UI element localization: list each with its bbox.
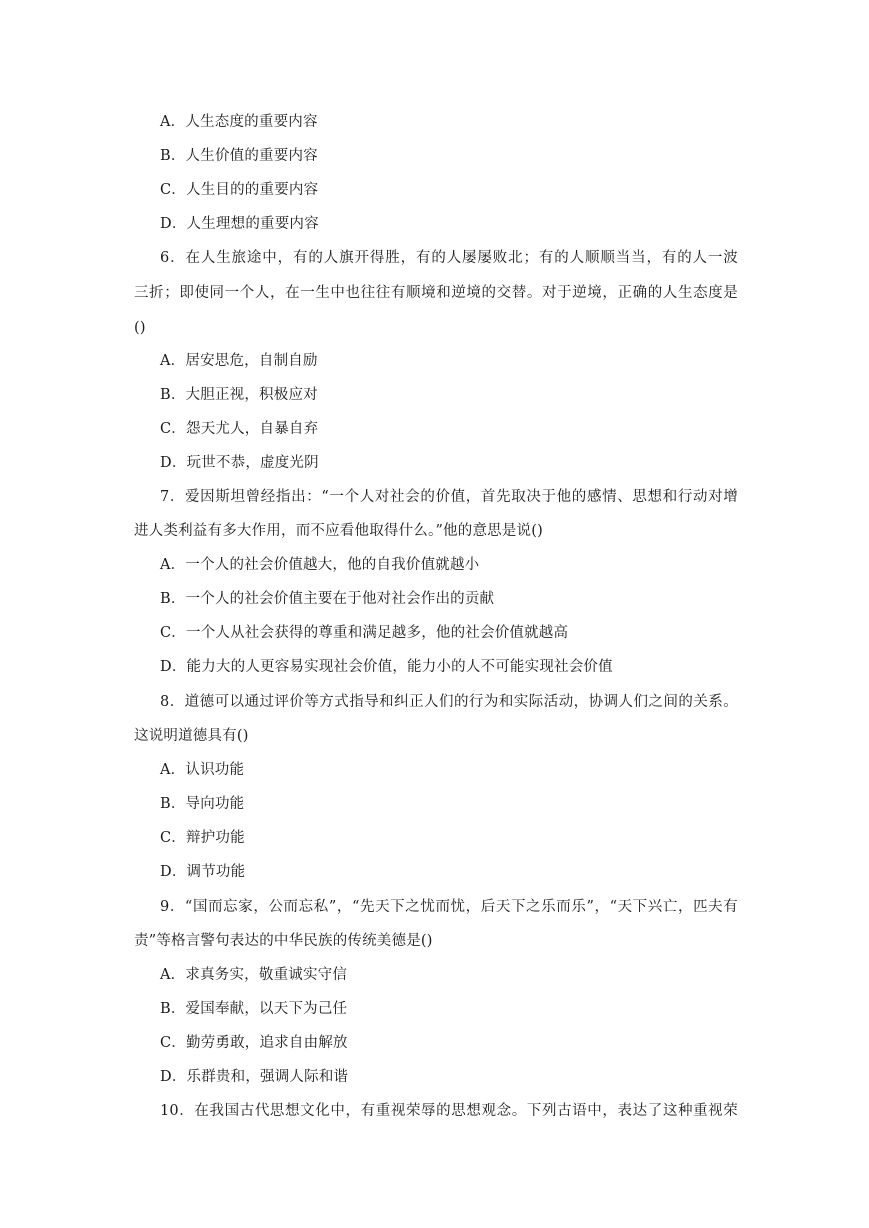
option-b-q5: B．人生价值的重要内容	[160, 148, 318, 164]
question-9-line-1: 9．“国而忘家，公而忘私”，“先天下之忧而忧，后天下之乐而乐”，“天下兴亡，匹夫有	[160, 899, 738, 915]
option-b-q6: B．大胆正视，积极应对	[160, 387, 318, 403]
question-7-line-1: 7．爱因斯坦曾经指出：“一个人对社会的价值，首先取决于他的感情、思想和行动对增	[160, 489, 738, 505]
option-c-q5: C．人生目的的重要内容	[160, 182, 319, 198]
option-a-q9: A．求真务实，敬重诚实守信	[160, 967, 348, 983]
option-d-q7: D．能力大的人更容易实现社会价值，能力小的人不可能实现社会价值	[160, 659, 613, 675]
question-6-line-3: ()	[134, 320, 146, 336]
option-a-q5: A．人生态度的重要内容	[160, 114, 318, 130]
option-c-q6: C．怨天尤人，自暴自弃	[160, 421, 319, 437]
option-a-q7: A．一个人的社会价值越大，他的自我价值就越小	[160, 557, 480, 573]
option-d-q9: D．乐群贵和，强调人际和谐	[160, 1069, 349, 1085]
option-d-q8: D．调节功能	[160, 864, 246, 880]
question-10-line-1: 10．在我国古代思想文化中，有重视荣辱的思想观念。下列古语中，表达了这种重视荣	[160, 1103, 738, 1119]
option-a-q6: A．居安思危，自制自励	[160, 353, 318, 369]
option-d-q6: D．玩世不恭，虚度光阴	[160, 455, 319, 471]
question-9-line-2: 责”等格言警句表达的中华民族的传统美德是()	[134, 933, 433, 949]
option-c-q8: C．辩护功能	[160, 830, 245, 846]
option-b-q8: B．导向功能	[160, 796, 245, 812]
option-d-q5: D．人生理想的重要内容	[160, 216, 319, 232]
option-a-q8: A．认识功能	[160, 762, 245, 778]
option-b-q7: B．一个人的社会价值主要在于他对社会作出的贡献	[160, 591, 495, 607]
option-c-q9: C．勤劳勇敢，追求自由解放	[160, 1035, 348, 1051]
question-7-line-2: 进人类利益有多大作用，而不应看他取得什么。”他的意思是说()	[134, 523, 543, 539]
question-8-line-2: 这说明道德具有()	[134, 728, 249, 744]
option-c-q7: C．一个人从社会获得的尊重和满足越多，他的社会价值就越高	[160, 625, 569, 641]
question-8-line-1: 8．道德可以通过评价等方式指导和纠正人们的行为和实际活动，协调人们之间的关系。	[160, 694, 738, 710]
option-b-q9: B．爱国奉献，以天下为己任	[160, 1001, 348, 1017]
question-6-line-2: 三折；即使同一个人，在一生中也往往有顺境和逆境的交替。对于逆境，正确的人生态度是	[134, 285, 738, 301]
question-6-line-1: 6．在人生旅途中，有的人旗开得胜，有的人屡屡败北；有的人顺顺当当，有的人一波	[160, 250, 738, 266]
